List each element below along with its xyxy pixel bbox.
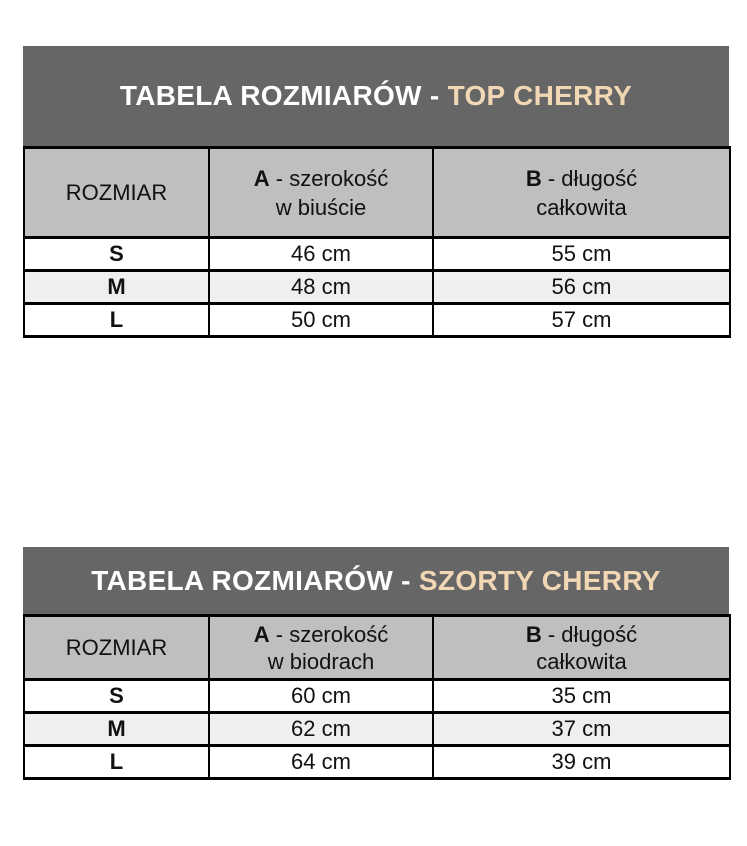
size-value: L <box>24 304 209 337</box>
measure-b-value: 35 cm <box>433 680 730 713</box>
measure-a-value: 50 cm <box>209 304 433 337</box>
header-row <box>24 148 730 238</box>
table-row-s <box>24 238 730 271</box>
table-row-m <box>24 271 730 304</box>
measure-b-line2: całkowita <box>536 648 627 674</box>
measure-b-value: 39 cm <box>433 746 730 779</box>
size-table-grid <box>23 614 731 780</box>
column-header-b <box>433 148 730 238</box>
size-value: S <box>24 680 209 713</box>
measure-a-value: 48 cm <box>209 271 433 304</box>
measure-a-value: 62 cm <box>209 713 433 746</box>
table-title-band <box>23 547 729 614</box>
measure-a-value: 64 cm <box>209 746 433 779</box>
measure-b-value: 55 cm <box>433 238 730 271</box>
table-row-s <box>24 680 730 713</box>
measure-b-line1 <box>434 621 729 648</box>
measure-b-desc: - długość <box>541 621 638 647</box>
table-title-accent: TOP CHERRY <box>447 80 633 111</box>
column-header-a <box>209 148 433 238</box>
measure-a-desc: - szerokość <box>269 621 389 647</box>
size-table-grid <box>23 146 731 338</box>
header-row <box>24 616 730 680</box>
table-row-l <box>24 304 730 337</box>
measure-b-line1 <box>434 164 729 193</box>
size-table-szorty-cherry <box>23 547 729 780</box>
size-value: L <box>24 746 209 779</box>
measure-a-letter: A <box>253 165 270 191</box>
measure-b-desc: - długość <box>541 165 638 191</box>
table-row-l <box>24 746 730 779</box>
table-title-prefix: TABELA ROZMIARÓW - <box>91 564 419 596</box>
size-table-top-cherry <box>23 46 729 338</box>
measure-b-value: 37 cm <box>433 713 730 746</box>
measure-b-letter: B <box>525 621 542 647</box>
measure-a-line1 <box>210 621 432 648</box>
column-header-size: ROZMIAR <box>24 148 209 238</box>
measure-a-letter: A <box>253 621 270 647</box>
measure-b-value: 56 cm <box>433 271 730 304</box>
measure-a-line1 <box>210 164 432 193</box>
table-title-prefix: TABELA ROZMIARÓW - <box>119 80 448 111</box>
measure-a-value: 46 cm <box>209 238 433 271</box>
table-title-band <box>23 46 729 146</box>
measure-b-value: 57 cm <box>433 304 730 337</box>
table-row-m <box>24 713 730 746</box>
column-header-a <box>209 616 433 680</box>
measure-a-desc: - szerokość <box>269 165 389 191</box>
column-header-size: ROZMIAR <box>24 616 209 680</box>
measure-b-letter: B <box>525 165 542 191</box>
size-value: S <box>24 238 209 271</box>
size-value: M <box>24 271 209 304</box>
measure-a-value: 60 cm <box>209 680 433 713</box>
column-header-b <box>433 616 730 680</box>
size-value: M <box>24 713 209 746</box>
measure-a-line2: w biuście <box>275 194 367 220</box>
measure-a-line2: w biodrach <box>267 648 375 674</box>
table-title-accent: SZORTY CHERRY <box>418 564 661 596</box>
measure-b-line2: całkowita <box>536 194 627 220</box>
